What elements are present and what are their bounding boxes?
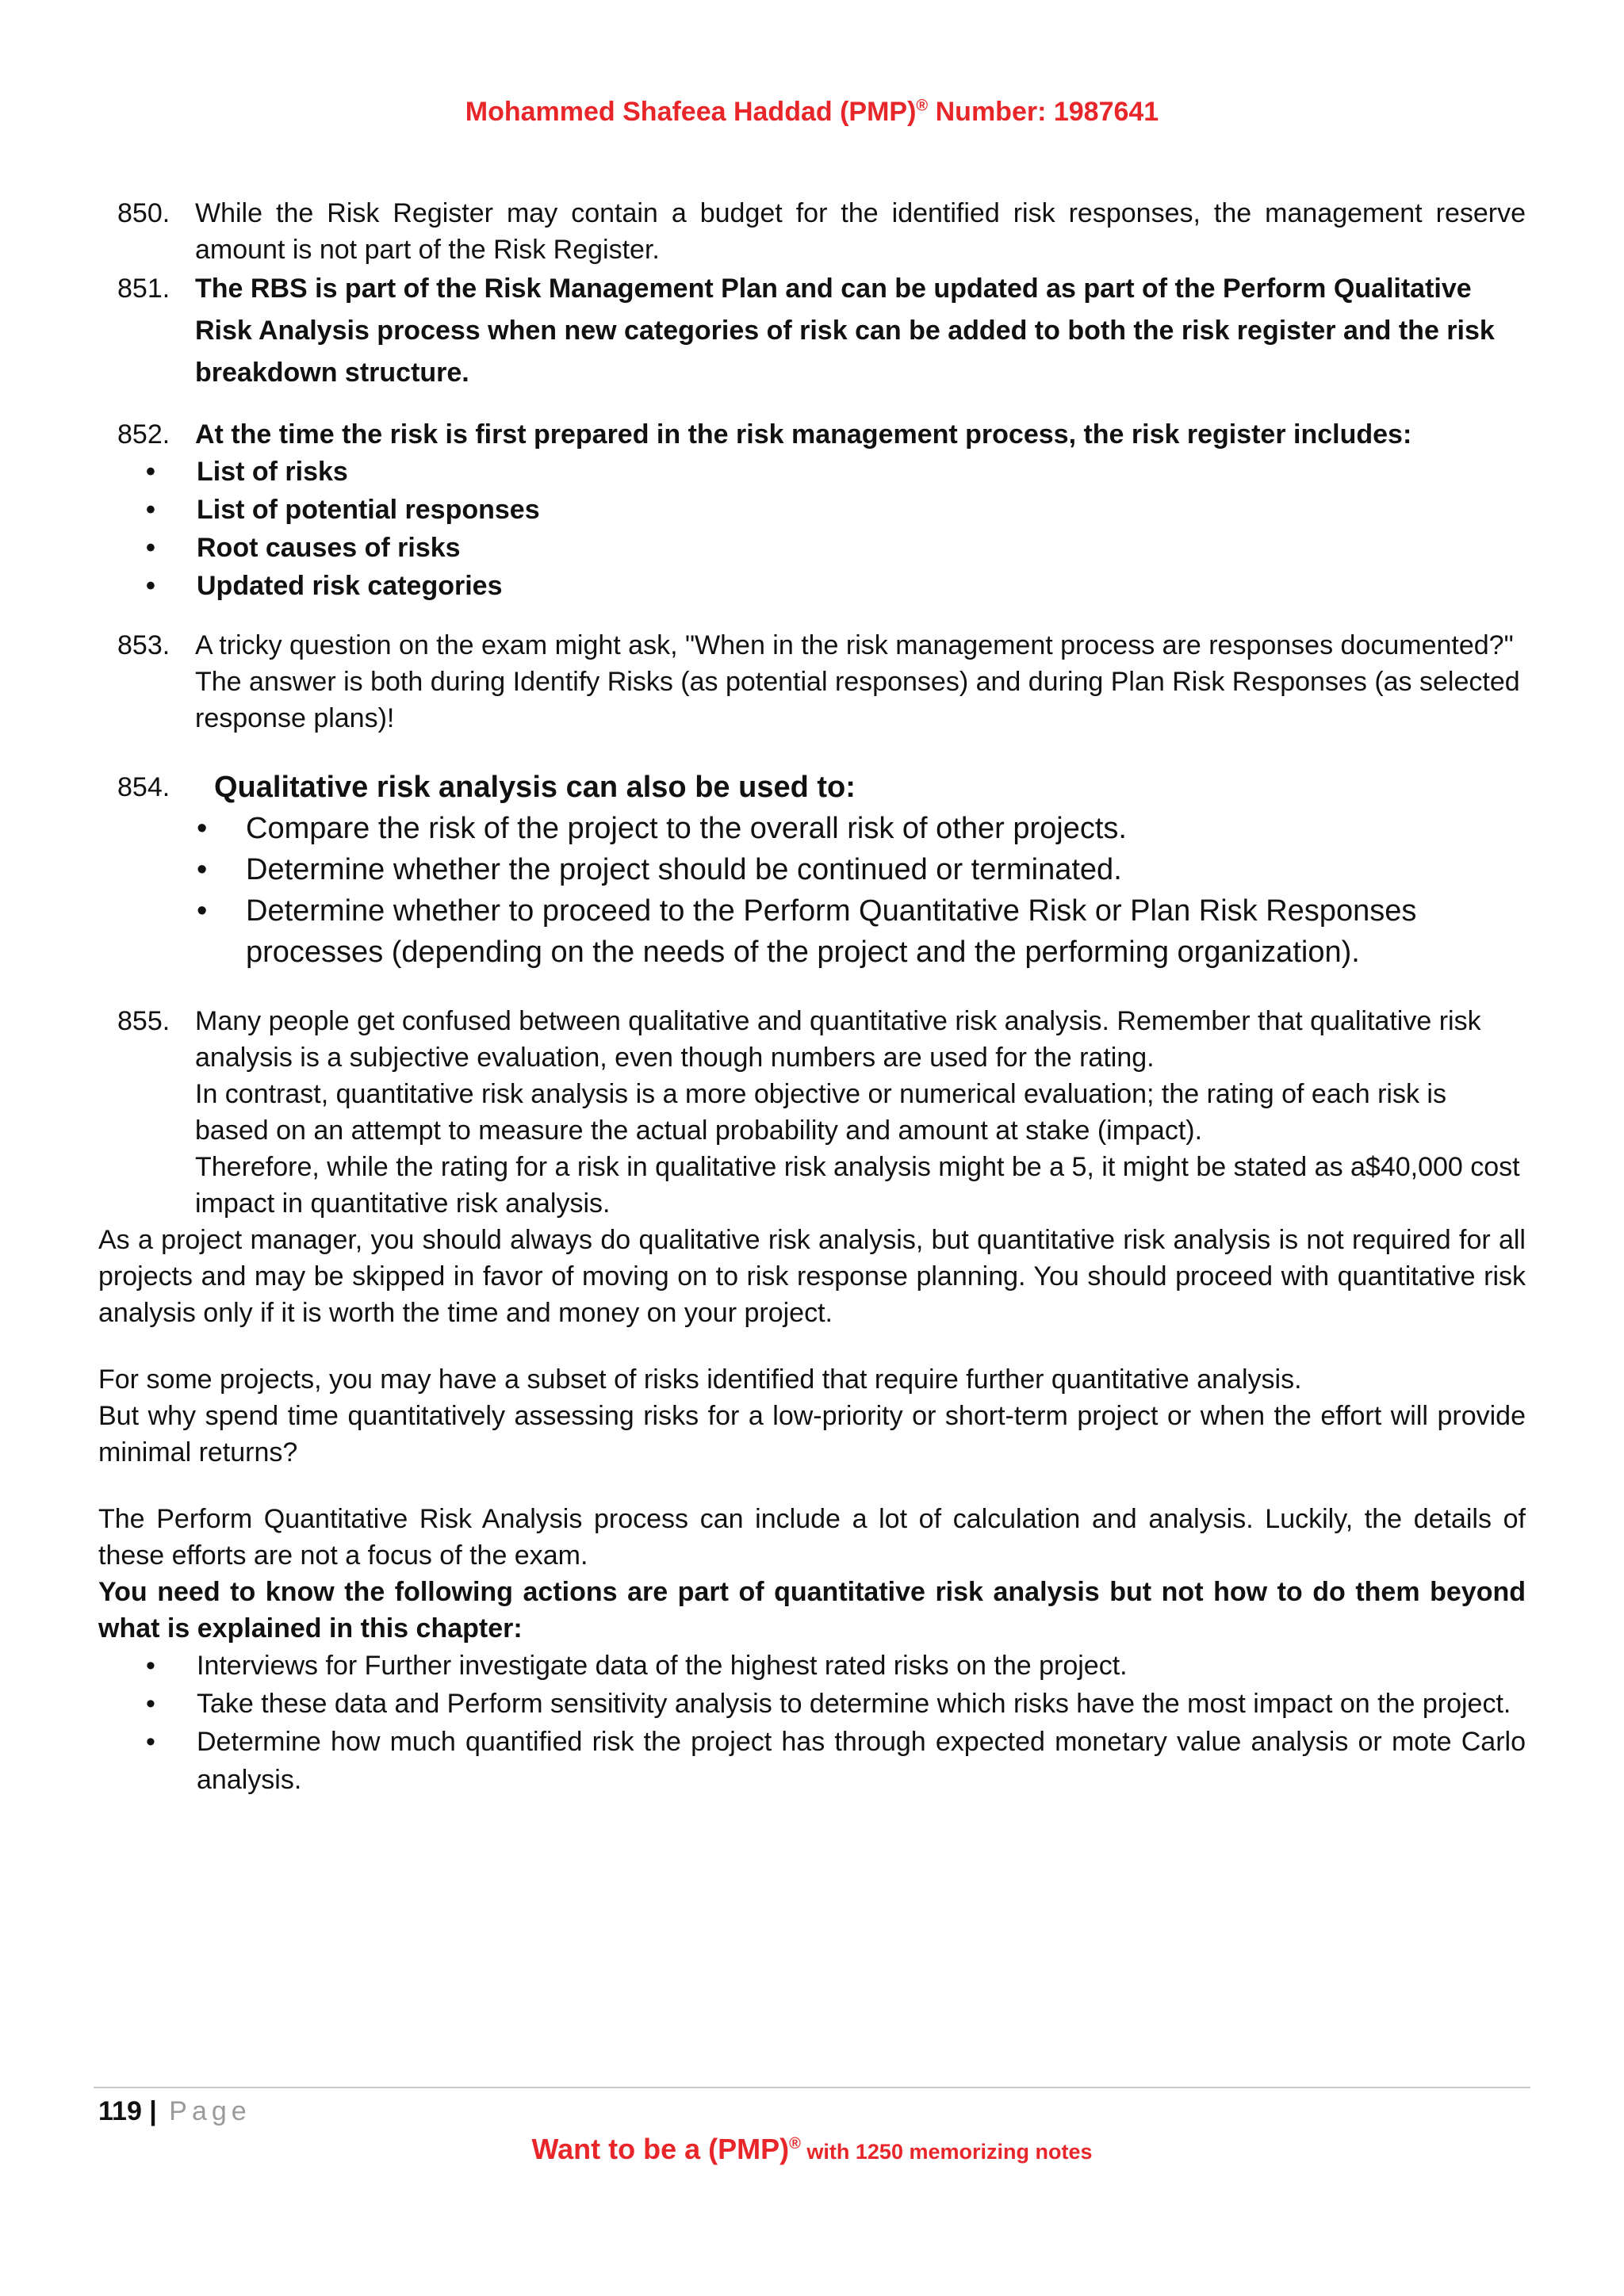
note-text-line: Therefore, while the rating for a risk in qualitative risk analysis might be a 5, it might be stated as a$40,000 cost impact in quantitative risk analysis. [195, 1152, 1520, 1219]
spacer [98, 605, 1526, 627]
note-number: 853. [117, 630, 170, 660]
note-number: 855. [117, 1006, 170, 1036]
list-item: • Determine how much quantified risk the project has through expected monetary value analysis or mote Carlo analysis. [98, 1723, 1526, 1799]
registered-mark: ® [789, 2135, 801, 2152]
spacer [98, 394, 1526, 416]
bullet-list-852 [98, 453, 1526, 605]
footer-divider [94, 2087, 1530, 2088]
note-850 [98, 195, 1526, 268]
spacer [98, 737, 1526, 767]
page-header [0, 97, 1624, 128]
paragraph: The Perform Quantitative Risk Analysis process can include a lot of calculation and analysis. Luckily, the details of these efforts are not a focus of the exam. [98, 1504, 1526, 1571]
note-text: The RBS is part of the Risk Management Plan and can be updated as part of the Perform Qualitative Risk Analysis process when new categories of risk can be added to both the risk register and the risk breakdown structure. [195, 274, 1495, 388]
note-text: While the Risk Register may contain a budget for the identified risk responses, the management reserve amount is not part of the Risk Register. [195, 198, 1526, 265]
note-number: 854. [117, 772, 170, 802]
page-word: Page [169, 2096, 251, 2126]
note-text: At the time the risk is first prepared in the risk management process, the risk register includes: [195, 419, 1412, 450]
bullet-list-actions [98, 1647, 1526, 1799]
note-text: A tricky question on the exam might ask, "When in the risk management process are responses documented?" The answer is both during Identify Risks (as potential responses) and during Plan Risk Responses (as selected response plans)! [195, 630, 1520, 733]
paragraph-bold: You need to know the following actions are part of quantitative risk analysis but not how to do them beyond what is explained in this chapter: [98, 1577, 1526, 1644]
registered-mark: ® [916, 97, 929, 115]
list-item: • List of potential responses [98, 491, 1526, 529]
note-851 [98, 268, 1526, 394]
spacer [98, 973, 1526, 1003]
note-number: 850. [117, 198, 170, 228]
spacer [98, 1331, 1526, 1361]
page-number [98, 2093, 251, 2130]
note-855 [98, 1003, 1526, 1222]
paragraph: For some projects, you may have a subset of risks identified that require further quantitative analysis. [98, 1364, 1302, 1395]
page-content [98, 195, 1526, 1799]
note-number: 852. [117, 419, 170, 450]
header-title-main: Mohammed Shafeea Haddad (PMP) [465, 97, 917, 127]
list-item: • Determine whether to proceed to the Perform Quantitative Risk or Plan Risk Responses processes (depending on the needs of the project and the performing organization). [98, 890, 1526, 973]
note-number: 851. [117, 274, 170, 304]
tagline-small: with 1250 memorizing notes [800, 2140, 1093, 2164]
list-item: • Interviews for Further investigate data of the highest rated risks on the project. [98, 1647, 1526, 1685]
footer-tagline [0, 2133, 1624, 2166]
list-item: • Determine whether the project should be continued or terminated. [98, 849, 1526, 890]
note-text-line: In contrast, quantitative risk analysis is a more objective or numerical evaluation; the rating of each risk is based on an attempt to measure the actual probability and amount at stake (impact). [195, 1079, 1446, 1146]
tagline-main: Want to be a (PMP) [531, 2133, 790, 2165]
paragraph: As a project manager, you should always do qualitative risk analysis, but quantitative risk analysis is not required for all projects and may be skipped in favor of moving on to risk response planning. You should proceed with quantitative risk analysis only if it is worth the time and money on your project. [98, 1225, 1526, 1328]
list-item: • Compare the risk of the project to the overall risk of other projects. [98, 808, 1526, 849]
note-text-line: Many people get confused between qualitative and quantitative risk analysis. Remember that qualitative risk analysis is a subjective evaluation, even though numbers are used for the rating. [195, 1006, 1481, 1073]
list-item: • Updated risk categories [98, 567, 1526, 605]
note-854 [98, 767, 1526, 808]
page-number-value: 119 [98, 2096, 142, 2126]
note-852 [98, 416, 1526, 453]
spacer [98, 1471, 1526, 1501]
note-text: Qualitative risk analysis can also be used to: [214, 771, 856, 804]
list-item: • Root causes of risks [98, 529, 1526, 567]
list-item: • List of risks [98, 453, 1526, 491]
note-853 [98, 627, 1526, 737]
paragraph: But why spend time quantitatively assessing risks for a low-priority or short-term project or when the effort will provide minimal returns? [98, 1401, 1526, 1468]
page-separator: | [141, 2096, 165, 2126]
header-title-tail: Number: 1987641 [928, 97, 1159, 127]
bullet-list-854 [98, 808, 1526, 973]
list-item: • Take these data and Perform sensitivity analysis to determine which risks have the most impact on the project. [98, 1685, 1526, 1723]
